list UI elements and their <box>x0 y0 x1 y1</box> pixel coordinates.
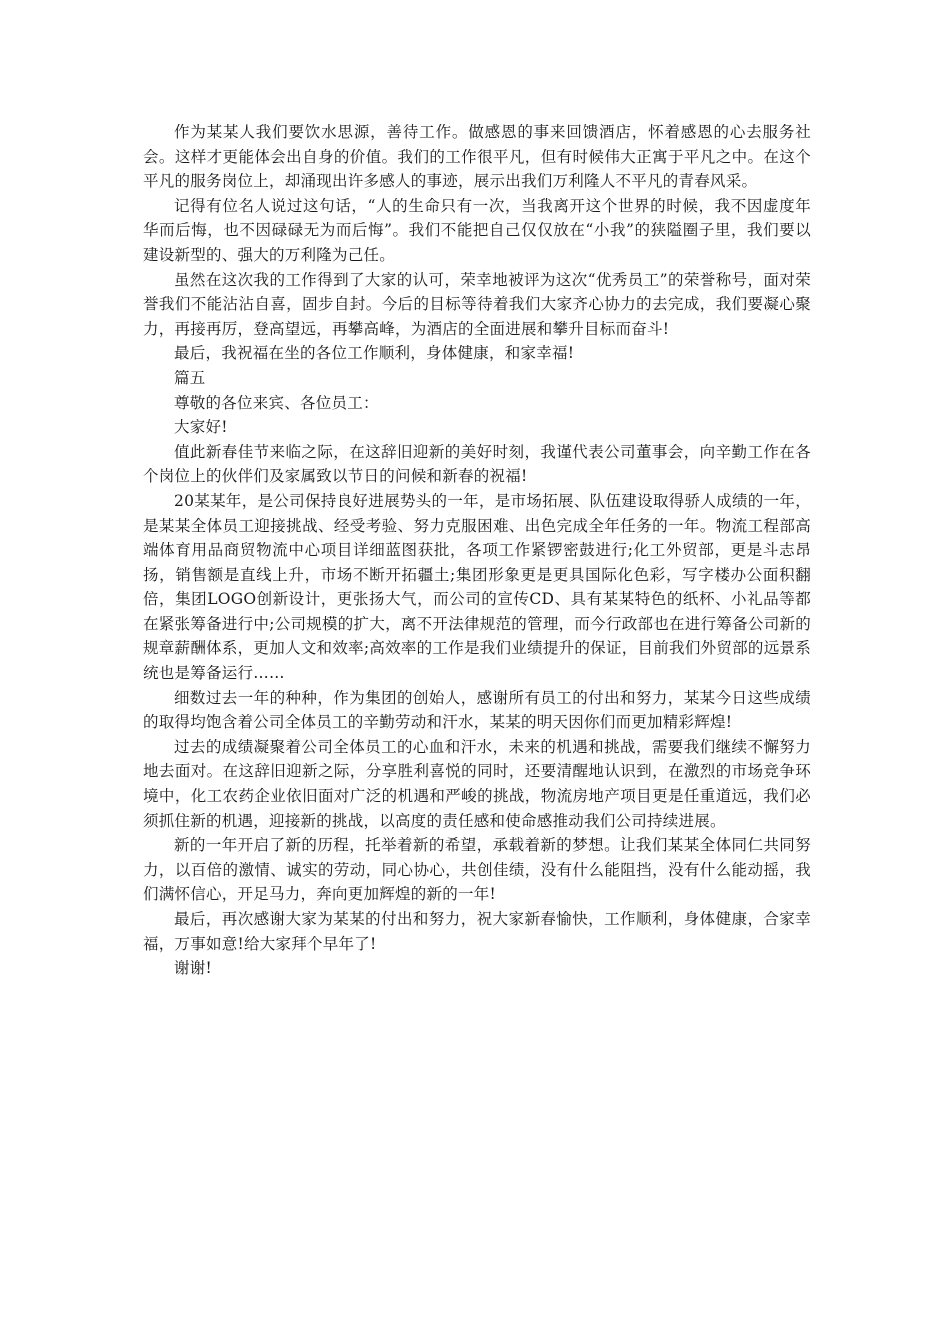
paragraph-thanks-employees: 细数过去一年的种种，作为集团的创始人，感谢所有员工的付出和努力，某某今日这些成绩的取得均饱含着公司全体员工的辛勤劳动和汗水，某某的明天因你们而更加精彩辉煌! <box>143 688 811 732</box>
greeting: 大家好! <box>174 418 228 437</box>
closing-thanks: 谢谢! <box>174 959 212 978</box>
paragraph-year-review: 20某某年，是公司保持良好进展势头的一年，是市场拓展、队伍建设取得骄人成绩的一年，是某某全体员工迎接挑战、经受考验、努力克服困难、出色完成全年任务的一年。物流工程部高端体育用品商贸物流中心项目详细蓝图获批，各项工作紧锣密鼓进行;化工外贸部，更是斗志昂扬，销售额是直线上升，市场不断开拓疆土;集团形象更是更具国际化色彩，写字楼办公面积翻倍，集团LOGO创新设计，更张扬大气，而公司的宣传CD、具有某某特色的纸杯、小礼品等都在紧张筹备进行中;公司规模的扩大，离不开法律规范的管理，而今行政部也在进行筹备公司新的规章薪酬体系，更加人文和效率;高效率的工作是我们业绩提升的保证，目前我们外贸部的远景系统也是筹备运行…… <box>143 491 811 683</box>
paragraph-future-challenges: 过去的成绩凝聚着公司全体员工的心血和汗水，未来的机遇和挑战，需要我们继续不懈努力地去面对。在这辞旧迎新之际，分享胜利喜悦的同时，还要清醒地认识到，在激烈的市场竞争环境中，化工农药企业依旧面对广泛的机遇和严峻的挑战，物流房地产项目更是任重道远，我们必须抓住新的机遇，迎接新的挑战，以高度的责任感和使命感推动我们公司持续进展。 <box>143 737 811 830</box>
paragraph-famous-quote: 记得有位名人说过这句话，“人的生命只有一次，当我离开这个世界的时候，我不因虚度年华而后悔，也不因碌碌无为而后悔”。我们不能把自己仅仅放在“小我”的狭隘圈子里，我们要以建设新型的、强大的万利隆为己任。 <box>143 196 811 264</box>
paragraph-gratitude: 作为某某人我们要饮水思源，善待工作。做感恩的事来回馈酒店，怀着感恩的心去服务社会。这样才更能体会出自身的价值。我们的工作很平凡，但有时候伟大正寓于平凡之中。在这个平凡的服务岗位上，却涌现出许多感人的事迹，展示出我们万利隆人不平凡的青春风采。 <box>143 123 811 191</box>
paragraph-closing-wish: 最后，我祝福在坐的各位工作顺利，身体健康，和家幸福! <box>174 344 575 363</box>
document-body <box>143 120 811 981</box>
paragraph-final-thanks: 最后，再次感谢大家为某某的付出和努力，祝大家新春愉快，工作顺利，身体健康，合家幸福，万事如意!给大家拜个早年了! <box>143 910 811 953</box>
paragraph-new-year-greeting: 值此新春佳节来临之际，在这辞旧迎新的美好时刻，我谨代表公司董事会，向辛勤工作在各个岗位上的伙伴们及家属致以节日的问候和新春的祝福! <box>143 442 811 486</box>
paragraph-honor: 虽然在这次我的工作得到了大家的认可，荣幸地被评为这次“优秀员工”的荣誉称号，面对荣誉我们不能沾沾自喜，固步自封。今后的目标等待着我们大家齐心协力的去完成，我们要凝心聚力，再接再厉，登高望远，再攀高峰，为酒店的全面进展和攀升目标而奋斗! <box>143 270 811 338</box>
paragraph-new-journey: 新的一年开启了新的历程，托举着新的希望，承载着新的梦想。让我们某某全体同仁共同努力，以百倍的激情、诚实的劳动，同心协心，共创佳绩，没有什么能阻挡，没有什么能动摇，我们满怀信心，开足马力，奔向更加辉煌的新的一年! <box>143 836 811 904</box>
section-heading: 篇五 <box>174 368 206 387</box>
salutation: 尊敬的各位来宾、各位员工： <box>174 393 379 412</box>
